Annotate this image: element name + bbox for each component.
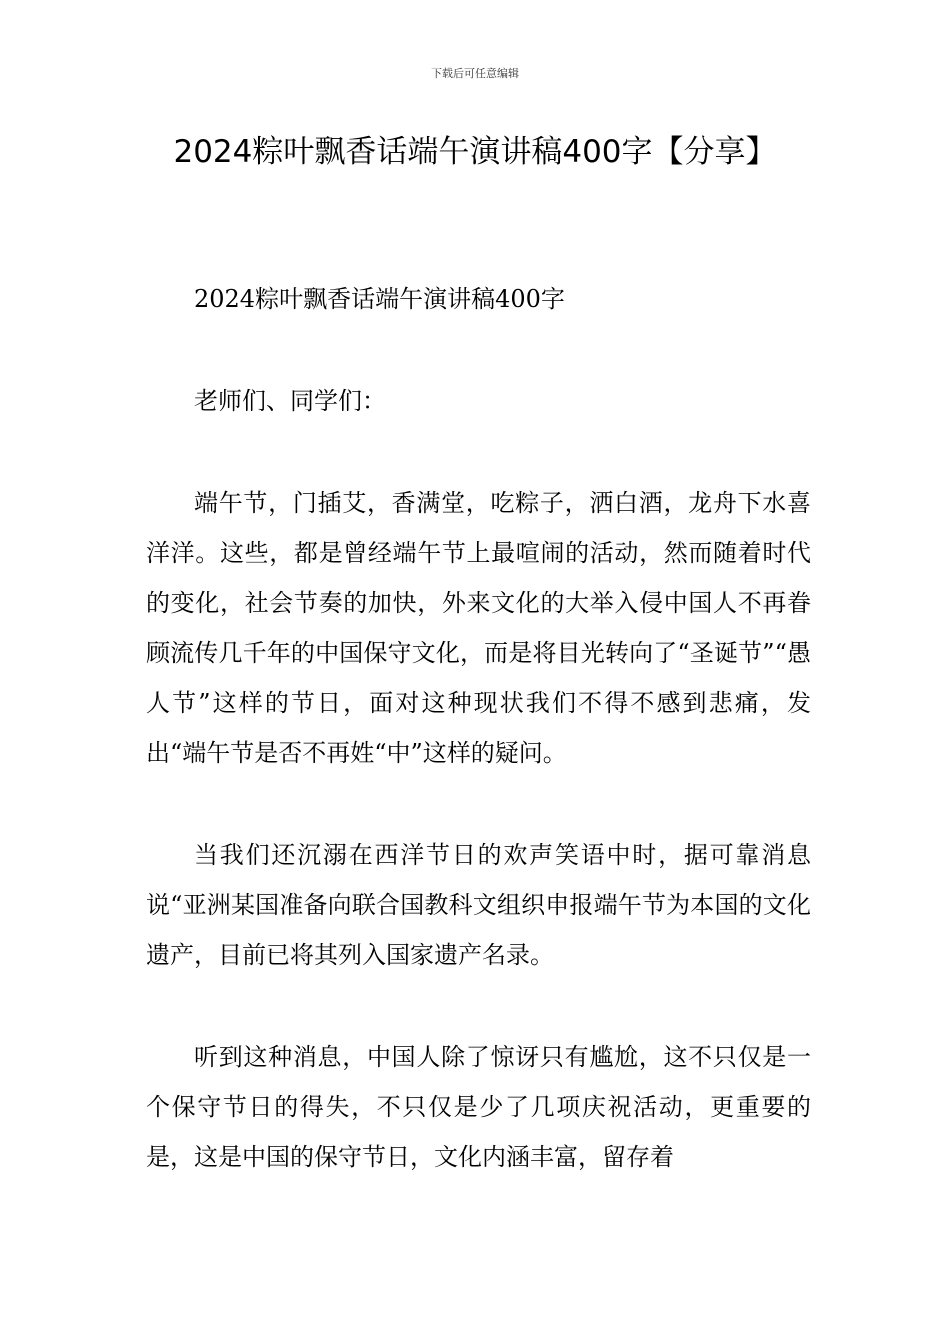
header-note: 下载后可任意编辑 — [431, 67, 519, 80]
paragraph-salutation: 老师们、同学们： — [194, 387, 386, 415]
paragraph-subtitle: 2024粽叶飘香话端午演讲稿400字 — [194, 285, 565, 313]
document-body — [146, 274, 811, 1182]
paragraph-2: 当我们还沉溺在西洋节日的欢声笑语中时，据可靠消息说“亚洲某国准备向联合国教科文组织申报端午节为本国的文化遗产，目前已将其列入国家遗产名录。 — [146, 841, 811, 969]
paragraph-1: 端午节，门插艾，香满堂，吃粽子，洒白酒，龙舟下水喜洋洋。这些，都是曾经端午节上最喧闹的活动，然而随着时代的变化，社会节奏的加快，外来文化的大举入侵中国人不再眷顾流传几千年的中国保守文化，而是将目光转向了“圣诞节”“愚人节”这样的节日，面对这种现状我们不得不感到悲痛，发出“端午节是否不再姓“中”这样的疑问。 — [146, 489, 811, 767]
paragraph-3: 听到这种消息，中国人除了惊讶只有尴尬，这不只仅是一个保守节日的得失，不只仅是少了几项庆祝活动，更重要的是，这是中国的保守节日，文化内涵丰富，留存着 — [146, 1043, 811, 1171]
document-title: 2024粽叶飘香话端午演讲稿400字【分享】 — [173, 134, 777, 170]
